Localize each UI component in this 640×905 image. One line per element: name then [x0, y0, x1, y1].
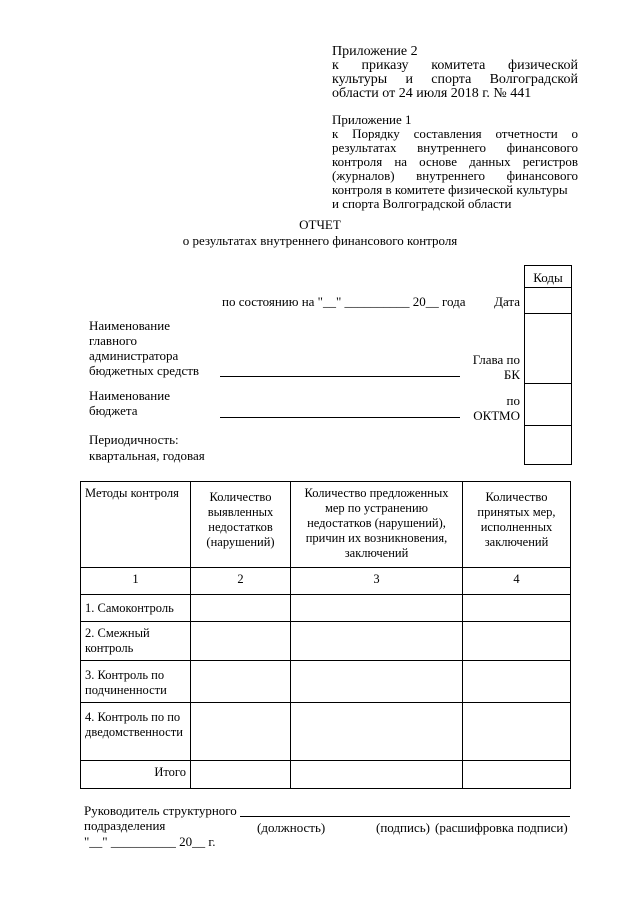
head-label-1: Руководитель структурного	[84, 803, 237, 818]
admin-label-1: Наименование	[89, 318, 170, 333]
table-cell[interactable]	[291, 622, 463, 661]
table-cell[interactable]	[191, 703, 291, 761]
position-caption: (должность)	[257, 820, 326, 835]
col-number-1: 1	[81, 568, 191, 595]
report-subtitle: о результатах внутреннего финансового контроля	[182, 233, 458, 248]
periodicity-value: квартальная, годовая	[89, 448, 205, 463]
budget-input-line[interactable]	[220, 417, 460, 418]
table-cell[interactable]	[291, 661, 463, 703]
oktmo-label-1: по	[506, 393, 520, 408]
total-row	[81, 761, 571, 789]
signature-date: "__" __________ 20__ г.	[84, 834, 216, 849]
admin-label-2: главного	[89, 333, 138, 348]
table-cell[interactable]	[463, 622, 571, 661]
as-of-date: по состоянию на "__" __________ 20__ года	[222, 294, 466, 309]
table-cell[interactable]	[191, 622, 291, 661]
total-label: Итого	[81, 761, 191, 789]
table-cell[interactable]	[463, 761, 571, 789]
table-cell[interactable]	[463, 703, 571, 761]
appendix1-line-3: контроля на основе данных регистров	[332, 154, 578, 169]
codes-divider-2	[524, 313, 572, 314]
header-proposed: Количество предложенных мер по устранению недостатков (нарушений), причин их возникновения, заключений	[291, 482, 463, 568]
appendix2-title: Приложение 2	[332, 44, 418, 59]
table-cell[interactable]	[463, 595, 571, 622]
sign-caption: (подпись)	[376, 820, 430, 835]
codes-box	[524, 265, 572, 465]
col-number-3: 3	[291, 568, 463, 595]
results-table	[80, 481, 571, 789]
signature-input-line[interactable]	[240, 816, 570, 817]
budget-label-2: бюджета	[89, 403, 138, 418]
admin-label-4: бюджетных средств	[89, 363, 200, 378]
appendix2-line-1: к приказу комитета физической	[332, 58, 578, 73]
appendix1-line-1: к Порядку составления отчетности о	[332, 126, 578, 141]
table-row	[81, 595, 571, 622]
admin-input-line[interactable]	[220, 376, 460, 377]
row-label: 2. Смежный контроль	[81, 622, 191, 661]
decode-caption: (расшифровка подписи)	[435, 820, 568, 835]
admin-label-3: администратора	[89, 348, 179, 363]
row-label: 1. Самоконтроль	[81, 595, 191, 622]
row-label: 3. Контроль по подчиненности	[81, 661, 191, 703]
appendix1-line-5: контроля в комитете физической культуры	[332, 182, 568, 197]
budget-label-1: Наименование	[89, 388, 170, 403]
glava-label-2: БК	[503, 367, 520, 382]
table-cell[interactable]	[191, 661, 291, 703]
periodicity-label: Периодичность:	[89, 432, 179, 447]
table-cell[interactable]	[291, 595, 463, 622]
report-title: ОТЧЕТ	[299, 217, 341, 232]
codes-divider-3	[524, 383, 572, 384]
table-row	[81, 661, 571, 703]
header-accepted: Количество принятых мер, исполненных заключений	[463, 482, 571, 568]
table-row	[81, 622, 571, 661]
codes-divider-1	[524, 287, 572, 288]
col-number-2: 2	[191, 568, 291, 595]
table-cell[interactable]	[291, 761, 463, 789]
appendix1-title: Приложение 1	[332, 112, 412, 127]
appendix2-line-2: культуры и спорта Волгоградской	[332, 72, 578, 87]
appendix1-line-6: и спорта Волгоградской области	[332, 196, 512, 211]
header-found: Количество выявленных недостатков (нарушений)	[191, 482, 291, 568]
table-cell[interactable]	[291, 703, 463, 761]
col-number-4: 4	[463, 568, 571, 595]
table-cell[interactable]	[463, 661, 571, 703]
codes-label: Коды	[533, 270, 563, 285]
appendix1-line-2: результатах внутреннего финансового	[332, 140, 578, 155]
table-cell[interactable]	[191, 595, 291, 622]
appendix2-line-3: области от 24 июля 2018 г. № 441	[332, 86, 532, 101]
glava-label-1: Глава по	[472, 352, 520, 367]
date-label: Дата	[494, 294, 520, 309]
table-row	[81, 703, 571, 761]
header-methods: Методы контроля	[81, 482, 191, 568]
head-label-2: подразделения	[84, 818, 166, 833]
row-label: 4. Контроль по подведомственности	[81, 703, 191, 761]
codes-divider-4	[524, 425, 572, 426]
table-cell[interactable]	[191, 761, 291, 789]
appendix1-line-4: (журналов) внутреннего финансового	[332, 168, 578, 183]
oktmo-label-2: ОКТМО	[473, 408, 520, 423]
